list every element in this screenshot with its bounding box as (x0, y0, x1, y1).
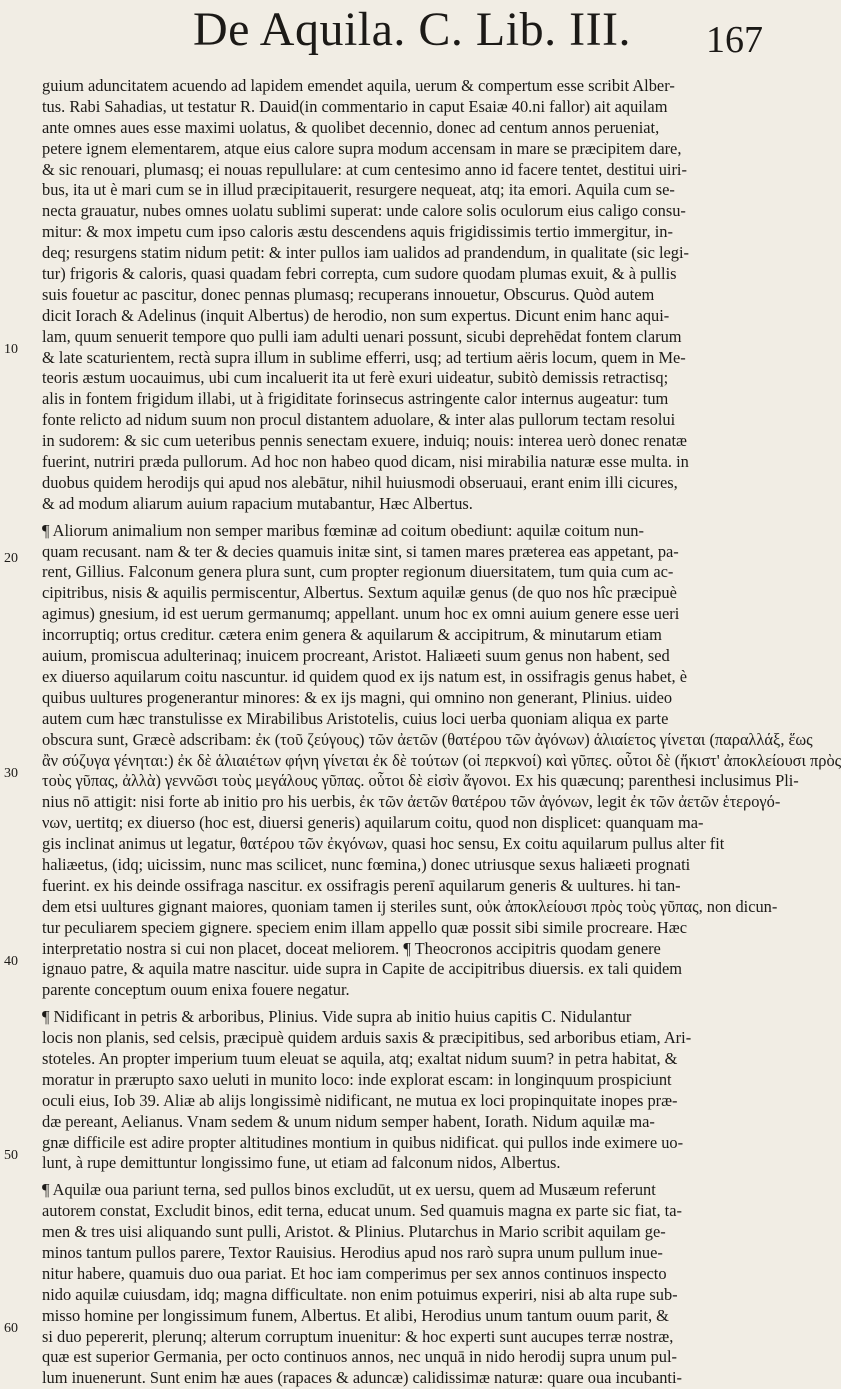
running-header (42, 0, 769, 76)
text-line: ἂν σύζυγα γένηται:) ἐκ δὲ ἁλιαιέτων φήνη γίνεται ἐκ δὲ τούτων (οἱ περκνοί) καὶ γῦπες. οὗτοι δὲ (ἤκιστ' ἀποκλείουσι πρὸς (42, 750, 841, 770)
text-line: incorruptiq; ortus creditur. cætera enim genera & aquilarum & accipitrum, & minutarum etiam (42, 625, 662, 645)
text-line: ¶ Nidificant in petris & arboribus, Plinius. Vide supra ab initio huius capitis C. Nidulantur (42, 1007, 632, 1027)
margin-line-number: 50 (4, 1148, 18, 1163)
text-line: parente conceptum ouum enixa fouere negatur. (42, 980, 350, 1000)
text-line: quæ est superior Germania, per octo continuos annos, nec unquā in nido herodij supra unum pul- (42, 1347, 678, 1367)
text-line: τοὺς γῦπας, ἀλλὰ) γεννῶσι τοὺς μεγάλους γῦπας. οὗτοι δὲ εἰσὶν ἄγονοι. Ex his quæcunq; parenthesi inclusimus Pli- (42, 771, 799, 791)
text-line: oculi eius, Iob 39. Aliæ ab alijs longissimè nidificant, ne mutua ex loci propinquitate inopes præ- (42, 1090, 678, 1110)
text-line: cipitribus, nisis & aquilis permiscentur, Albertus. Sextum aquilæ genus (de quo nos hîc præcipuè (42, 583, 677, 603)
running-title: De Aquila. C. Lib. III. (192, 3, 632, 56)
text-line: guium aduncitatem acuendo ad lapidem emendet aquila, uerum & compertum esse scribit Alber- (42, 76, 675, 95)
margin-line-number: 20 (4, 551, 18, 566)
margin-line-number: 10 (4, 342, 18, 357)
text-line: autem cum hæc transtulisse ex Mirabilibus Aristotelis, cuius loci uerba quoniam aliqua ex parte (42, 708, 669, 728)
text-line: fonte relicto ad nidum suum non procul distantem aduolare, & inter alas pullorum tectam resolui (42, 410, 676, 430)
text-line: si duo pepererit, plerunq; alterum corruptum inuenitur: & hoc experti sunt aucupes terræ nostræ, (42, 1326, 674, 1346)
text-line: nius nō attigit: nisi forte ab initio pro his uerbis, ἐκ τῶν ἀετῶν θατέρου τῶν ἀγόνων, legit ἐκ τῶν ἀετῶν ἑτερογό- (42, 792, 781, 812)
text-line: gis inclinat animus ut legatur, θατέρου τῶν ἐκγόνων, quasi hoc sensu, Ex coitu aquilarum pullus alter fit (42, 834, 725, 854)
text-line: fuerint, nutriri præda pullorum. Ad hoc non habeo quod dicam, nisi mirabilia naturæ esse multa. in (42, 452, 689, 472)
text-line: nitur habere, quamuis duo oua pariat. Et hoc iam comperimus per sex annos continuos inspecto (42, 1263, 667, 1283)
text-line: misso homine per longissimum funem, Albertus. Et alibi, Herodius unum tantum ouum parit, & (42, 1305, 669, 1325)
text-line: bus, ita ut è mari cum se in illud præcipitauerit, resurgere nequeat, atq; ita emori. Aquila cum se- (42, 180, 675, 200)
text-line: auium, promiscua adulterinaq; inuicem procreant, Aristot. Haliæeti suum genus non habent, sed (42, 646, 670, 666)
text-line: ex diuerso aquilarum coitu nascuntur. id quidem quod ex ijs natum est, in ossifragis genus habet, è (42, 666, 688, 686)
text-line: dem etsi uultures gignant maiores, quoniam tamen ij steriles sunt, οὐκ ἀποκλείουσι πρὸς τοὺς γῦπας, non dicun- (42, 896, 778, 916)
text-line: deq; resurgens statim nidum petit: & inter pullos iam ualidos ad prandendum, in qualitate (sic legi- (42, 243, 689, 263)
text-line: fuerint. ex his deinde ossifraga nascitur. ex ossifragis perenī aquilarum generis & uultures. hi tan- (42, 875, 681, 895)
text-line: νων, uertitq; ex diuerso (hoc est, diuersi generis) aquilarum coitu, quod non displicet: quanquam ma- (42, 813, 704, 833)
margin-line-number: 30 (4, 766, 18, 781)
text-line: dicit Iorach & Adelinus (inquit Albertus) de herodio, non sum expertus. Dicunt enim hanc aqui- (42, 305, 670, 325)
text-line: ante omnes aues esse maximi uolatus, & quolibet decennio, donec ad centum annos perueniat, (42, 117, 660, 137)
text-line: rent, Gillius. Falconum genera plura sunt, cum propter regionum diuersitatem, tum quia cum ac- (42, 562, 674, 582)
text-line: interpretatio nostra si cui non placet, doceat meliorem. ¶ Theocronos accipitris quodam genere (42, 938, 661, 958)
text-line: obscura sunt, Græcè adscribam: ἐκ (τοῦ ζεύγους) τῶν ἀετῶν (θατέρου τῶν ἀγόνων) ἁλιαίετος γίνεται (παραλλάξ, ἕως (42, 729, 813, 749)
text-line: quibus uultures progenerantur minores: & ex ijs magni, qui omnino non generant, Plinius. uideo (42, 687, 673, 707)
text-line: duobus quidem herodijs qui apud nos alebātur, nihil huiusmodi obseruaui, erant enim illi cicures, (42, 472, 678, 492)
text-line: moratur in prærupto saxo ueluti in munito loco: inde explorat escam: in longinquum prospiciunt (42, 1069, 672, 1089)
text-line: agimus) gnesium, id est uerum germanumq; appellant. unum hoc ex omni auium genere esse ueri (42, 604, 680, 624)
text-line: ¶ Aquilæ oua pariunt terna, sed pullos binos excludūt, ut ex uersu, quem ad Musæum referunt (42, 1180, 656, 1200)
text-line: alis in fontem frigidum illabi, ut à frigiditate forinsecus astringente calor internus augeatur: tum (42, 389, 669, 409)
text-line: in sudorem: & sic cum ueteribus pennis senectam exuere, induiq; nouis: interea uerò donec renatæ (42, 431, 687, 451)
text-line: nido aquilæ cuiusdam, idq; magna difficultate. non enim potuimus experiri, nisi ab alta rupe sub- (42, 1284, 678, 1304)
text-line: lunt, à rupe demittuntur longissimo fune, ut etiam ad falconum nidos, Albertus. (42, 1153, 561, 1173)
text-line: stoteles. An propter imperium tuum eleuat se aquila, atq; exaltat nidum suum? in petra habitat, & (42, 1048, 678, 1068)
text-line: autorem constat, Excludit binos, edit terna, educat unum. Sed quamuis magna ex parte sic fiat, ta- (42, 1201, 682, 1221)
text-line: quam recusant. nam & ter & decies quamuis initæ sint, si tamen mares præterea eas appetant, pa- (42, 541, 679, 561)
text-line: lam, quum senuerit tempore quo pulli iam adulti uenari possunt, sicubi deprehēdat fontem clarum (42, 326, 682, 346)
text-line: teoris æstum uocauimus, ubi cum incaluerit ita ut ferè exuri uideatur, subitò demissis retractisq; (42, 368, 669, 388)
text-line: & sic renouari, plumasq; ei nouas repullulare: at cum centesimo anno id facere tentet, destitui uiri- (42, 159, 687, 179)
text-line: gnæ difficile est adire propter altitudines montium in quibus nidificat. qui pullos inde eximere uo- (42, 1132, 684, 1152)
text-line: men & tres uisi aliquando sunt pulli, Aristot. & Plinius. Plutarchus in Mario scribit aquilam ge- (42, 1222, 666, 1242)
text-line: tus. Rabi Sahadias, ut testatur R. Dauid(in commentario in caput Esaiæ 40.ni fallor) ait aquilam (42, 96, 668, 116)
text-line: & ad modum aliarum auium rapacium mutabantur, Hæc Albertus. (42, 493, 473, 513)
margin-line-number: 60 (4, 1321, 18, 1336)
text-body (42, 76, 841, 1389)
text-line: lum inuenerunt. Sunt enim hæ aues (rapaces & aduncæ) calidissimæ naturæ: quare oua incubanti- (42, 1368, 682, 1388)
text-line: ignauo patre, & aquila matre nascitur. uide supra in Capite de accipitribus diuersis. ex tali quidem (42, 959, 682, 979)
text-line: tur peculiarem speciem gignere. speciem enim illam appello quæ possit sibi simile procreare. Hæc (42, 917, 687, 937)
text-line: ¶ Aliorum animalium non semper maribus fœminæ ad coitum obediunt: aquilæ coitum nun- (42, 520, 644, 540)
margin-line-number: 40 (4, 954, 18, 969)
text-line: tur) frigoris & caloris, quasi quadam febri correpta, cum sudore quodam plumas exuit, & à pullis (42, 264, 677, 284)
text-line: petere ignem elementarem, atque eius calore supra modum accensam in mare se præcipitem dare, (42, 138, 682, 158)
text-line: haliæetus, (idq; uicissim, nunc mas scilicet, nunc fœmina,) donec utriusque sexus haliæeti prognati (42, 854, 691, 874)
text-line: mitur: & mox impetu cum ipso caloris æstu descendens aquis frigidissimis tertio immergitur, in- (42, 222, 673, 242)
text-line: locis non planis, sed celsis, præcipuè quidem arduis saxis & præcipitibus, sed arboribus etiam, Ari- (42, 1028, 692, 1048)
text-line: dæ pereant, Aelianus. Vnam sedem & unum nidum semper habent, Iorath. Nidum aquilæ ma- (42, 1111, 655, 1131)
text-line: necta grauatur, nubes omnes uolatu sublimi superat: unde calore solis oculorum eius caligo consu- (42, 201, 686, 221)
page-number: 167 (706, 19, 763, 61)
text-line: & late scaturientem, rectà supra illum in sublime efferri, usq; ad tertium aëris locum, quem in Me- (42, 347, 686, 367)
text-line: suis fouetur ac pascitur, donec pennas plumasq; recuperans innouetur, Obscurus. Quòd autem (42, 284, 655, 304)
text-line: minos tantum pullos parere, Textor Rauisius. Herodius apud nos rarò supra unum pullum inue- (42, 1242, 663, 1262)
